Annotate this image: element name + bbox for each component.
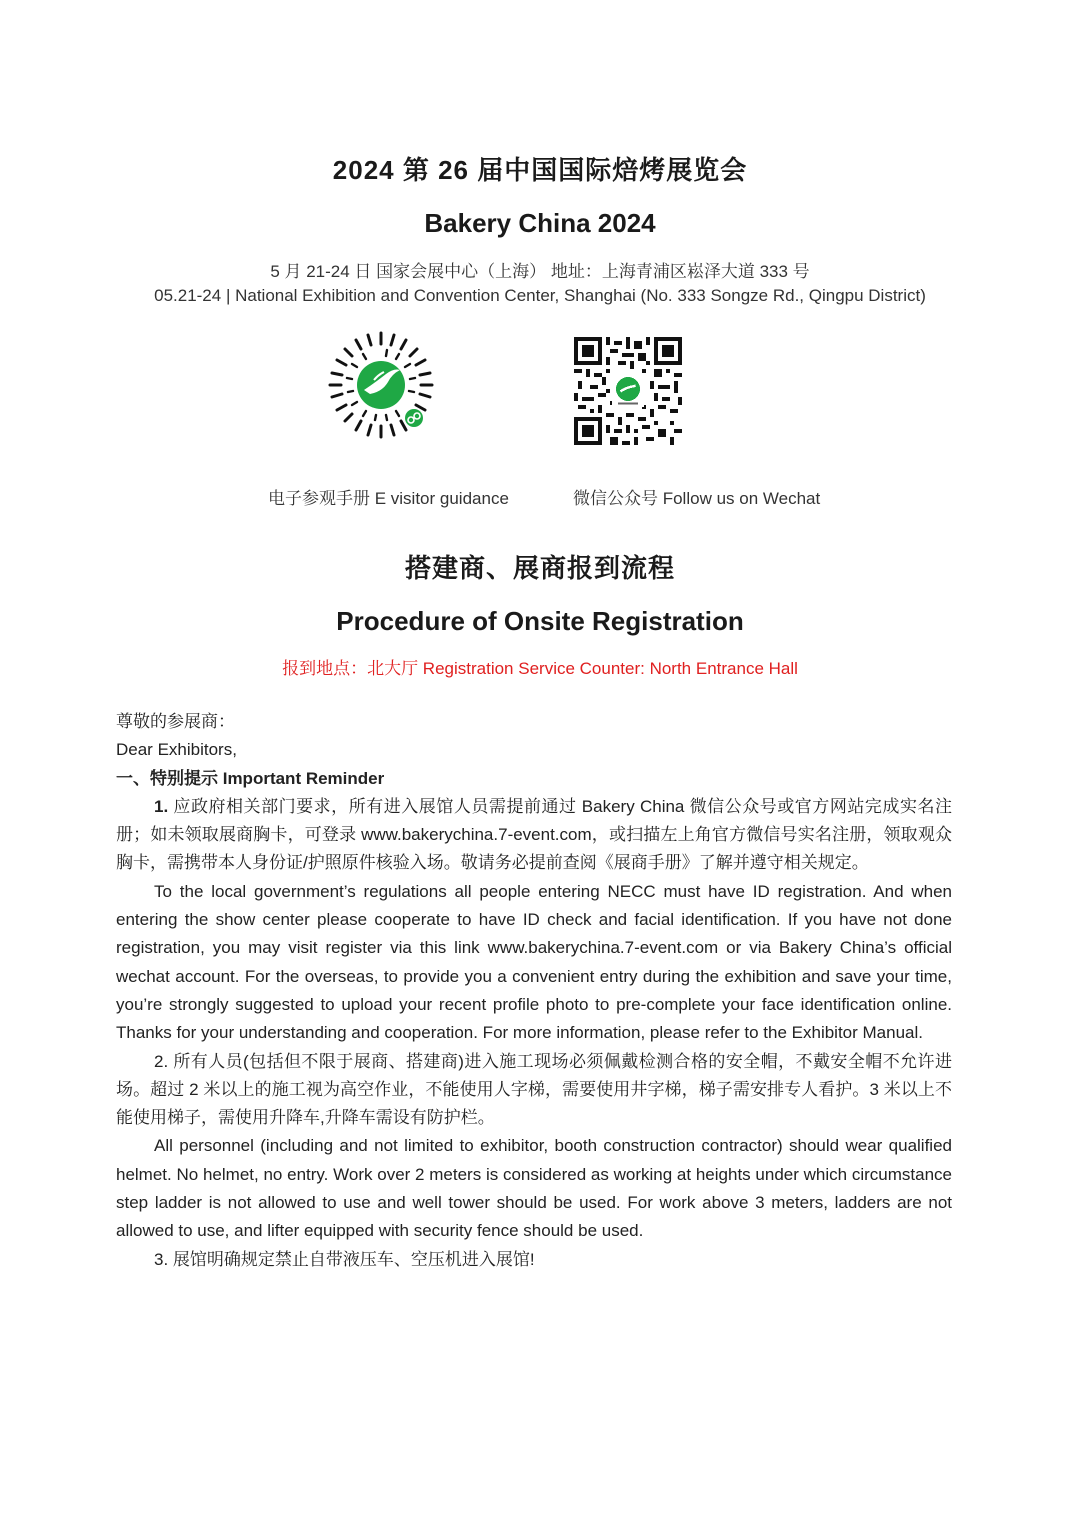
item-2-cn: 2. 所有人员(包括但不限于展商、搭建商)进入施工现场必须佩戴检测合格的安全帽，不戴安全帽不允许进场。超过 2 米以上的施工视为高空作业，不能使用人字梯，需要使用井字梯，梯子需安排专人看护。3 米以上不能使用梯子，需使用升降车,升降车需设有防护栏。 xyxy=(116,1051,952,1128)
event-date-address-cn: 5 月 21-24 日 国家会展中心（上海） 地址：上海青浦区崧泽大道 333 号 xyxy=(270,262,810,281)
procedure-title-en: Procedure of Onsite Registration xyxy=(336,606,744,636)
page-title-en: Bakery China 2024 xyxy=(424,208,656,238)
item-1-cn xyxy=(116,793,952,878)
procedure-title-cn: 搭建商、展商报到流程 xyxy=(404,553,675,583)
wechat-mini-program-qr-icon[interactable] xyxy=(326,330,436,440)
greeting-en: Dear Exhibitors, xyxy=(116,740,237,760)
page-title-cn: 2024 第 26 届中国国际焙烤展览会 xyxy=(332,155,748,185)
wechat-follow-caption: 微信公众号 Follow us on Wechat xyxy=(573,489,821,508)
item-1-number: 1. xyxy=(154,796,169,816)
item-1-cn-text: 应政府相关部门要求，所有进入展馆人员需提前通过 Bakery China 微信公众号或官方网站完成实名注册；如未领取展商胸卡，可登录 www.bakerychina.7-event.com，或扫描左上角官方微信号实名注册，领取观众胸卡，需携带本人身份证/护照原件核验入场。敬请务必提前查阅《展商手册》了解并遵守相关规定。 xyxy=(116,796,952,873)
registration-location: 报到地点：北大厅 Registration Service Counter: North Entrance Hall xyxy=(282,659,798,678)
e-visitor-guidance-caption: 电子参观手册 E visitor guidance xyxy=(268,489,509,508)
event-date-address-en: 05.21-24 | National Exhibition and Convention Center, Shanghai (No. 333 Songze Rd., Qingpu District) xyxy=(154,286,926,305)
item-2-en: All personnel (including and not limited to exhibitor, booth construction contractor) should wear qualified helmet. No helmet, no entry. Work over 2 meters is considered as working at heights under which circumstance step ladder is not allowed to use and well tower should be used. For work above 3 meters, ladders are not allowed to use, and lifter equipped with security fence should be used. xyxy=(116,1136,952,1241)
greeting-cn: 尊敬的参展商： xyxy=(116,712,235,731)
letter-body xyxy=(116,708,952,1274)
section-heading: 一、特别提示 Important Reminder xyxy=(116,768,385,788)
item-1-en: To the local government’s regulations all people entering NECC must have ID registration. And when entering the show center please cooperate to have ID check and facial identification. If you have not done registration, you may visit register via this link www.bakerychina.7-event.com or via Bakery China’s official wechat account. For the overseas, to provide you a convenient entry during the exhibition and save your time, you’re strongly suggested to upload your recent profile photo to pre-complete your face identification online. Thanks for your understanding and cooperation. For more information, please refer to the Exhibitor Manual. xyxy=(116,881,952,1043)
wechat-official-account-qr-icon[interactable] xyxy=(574,337,682,445)
item-3-cn: 3. 展馆明确规定禁止自带液压车、空压机进入展馆! xyxy=(154,1249,535,1269)
